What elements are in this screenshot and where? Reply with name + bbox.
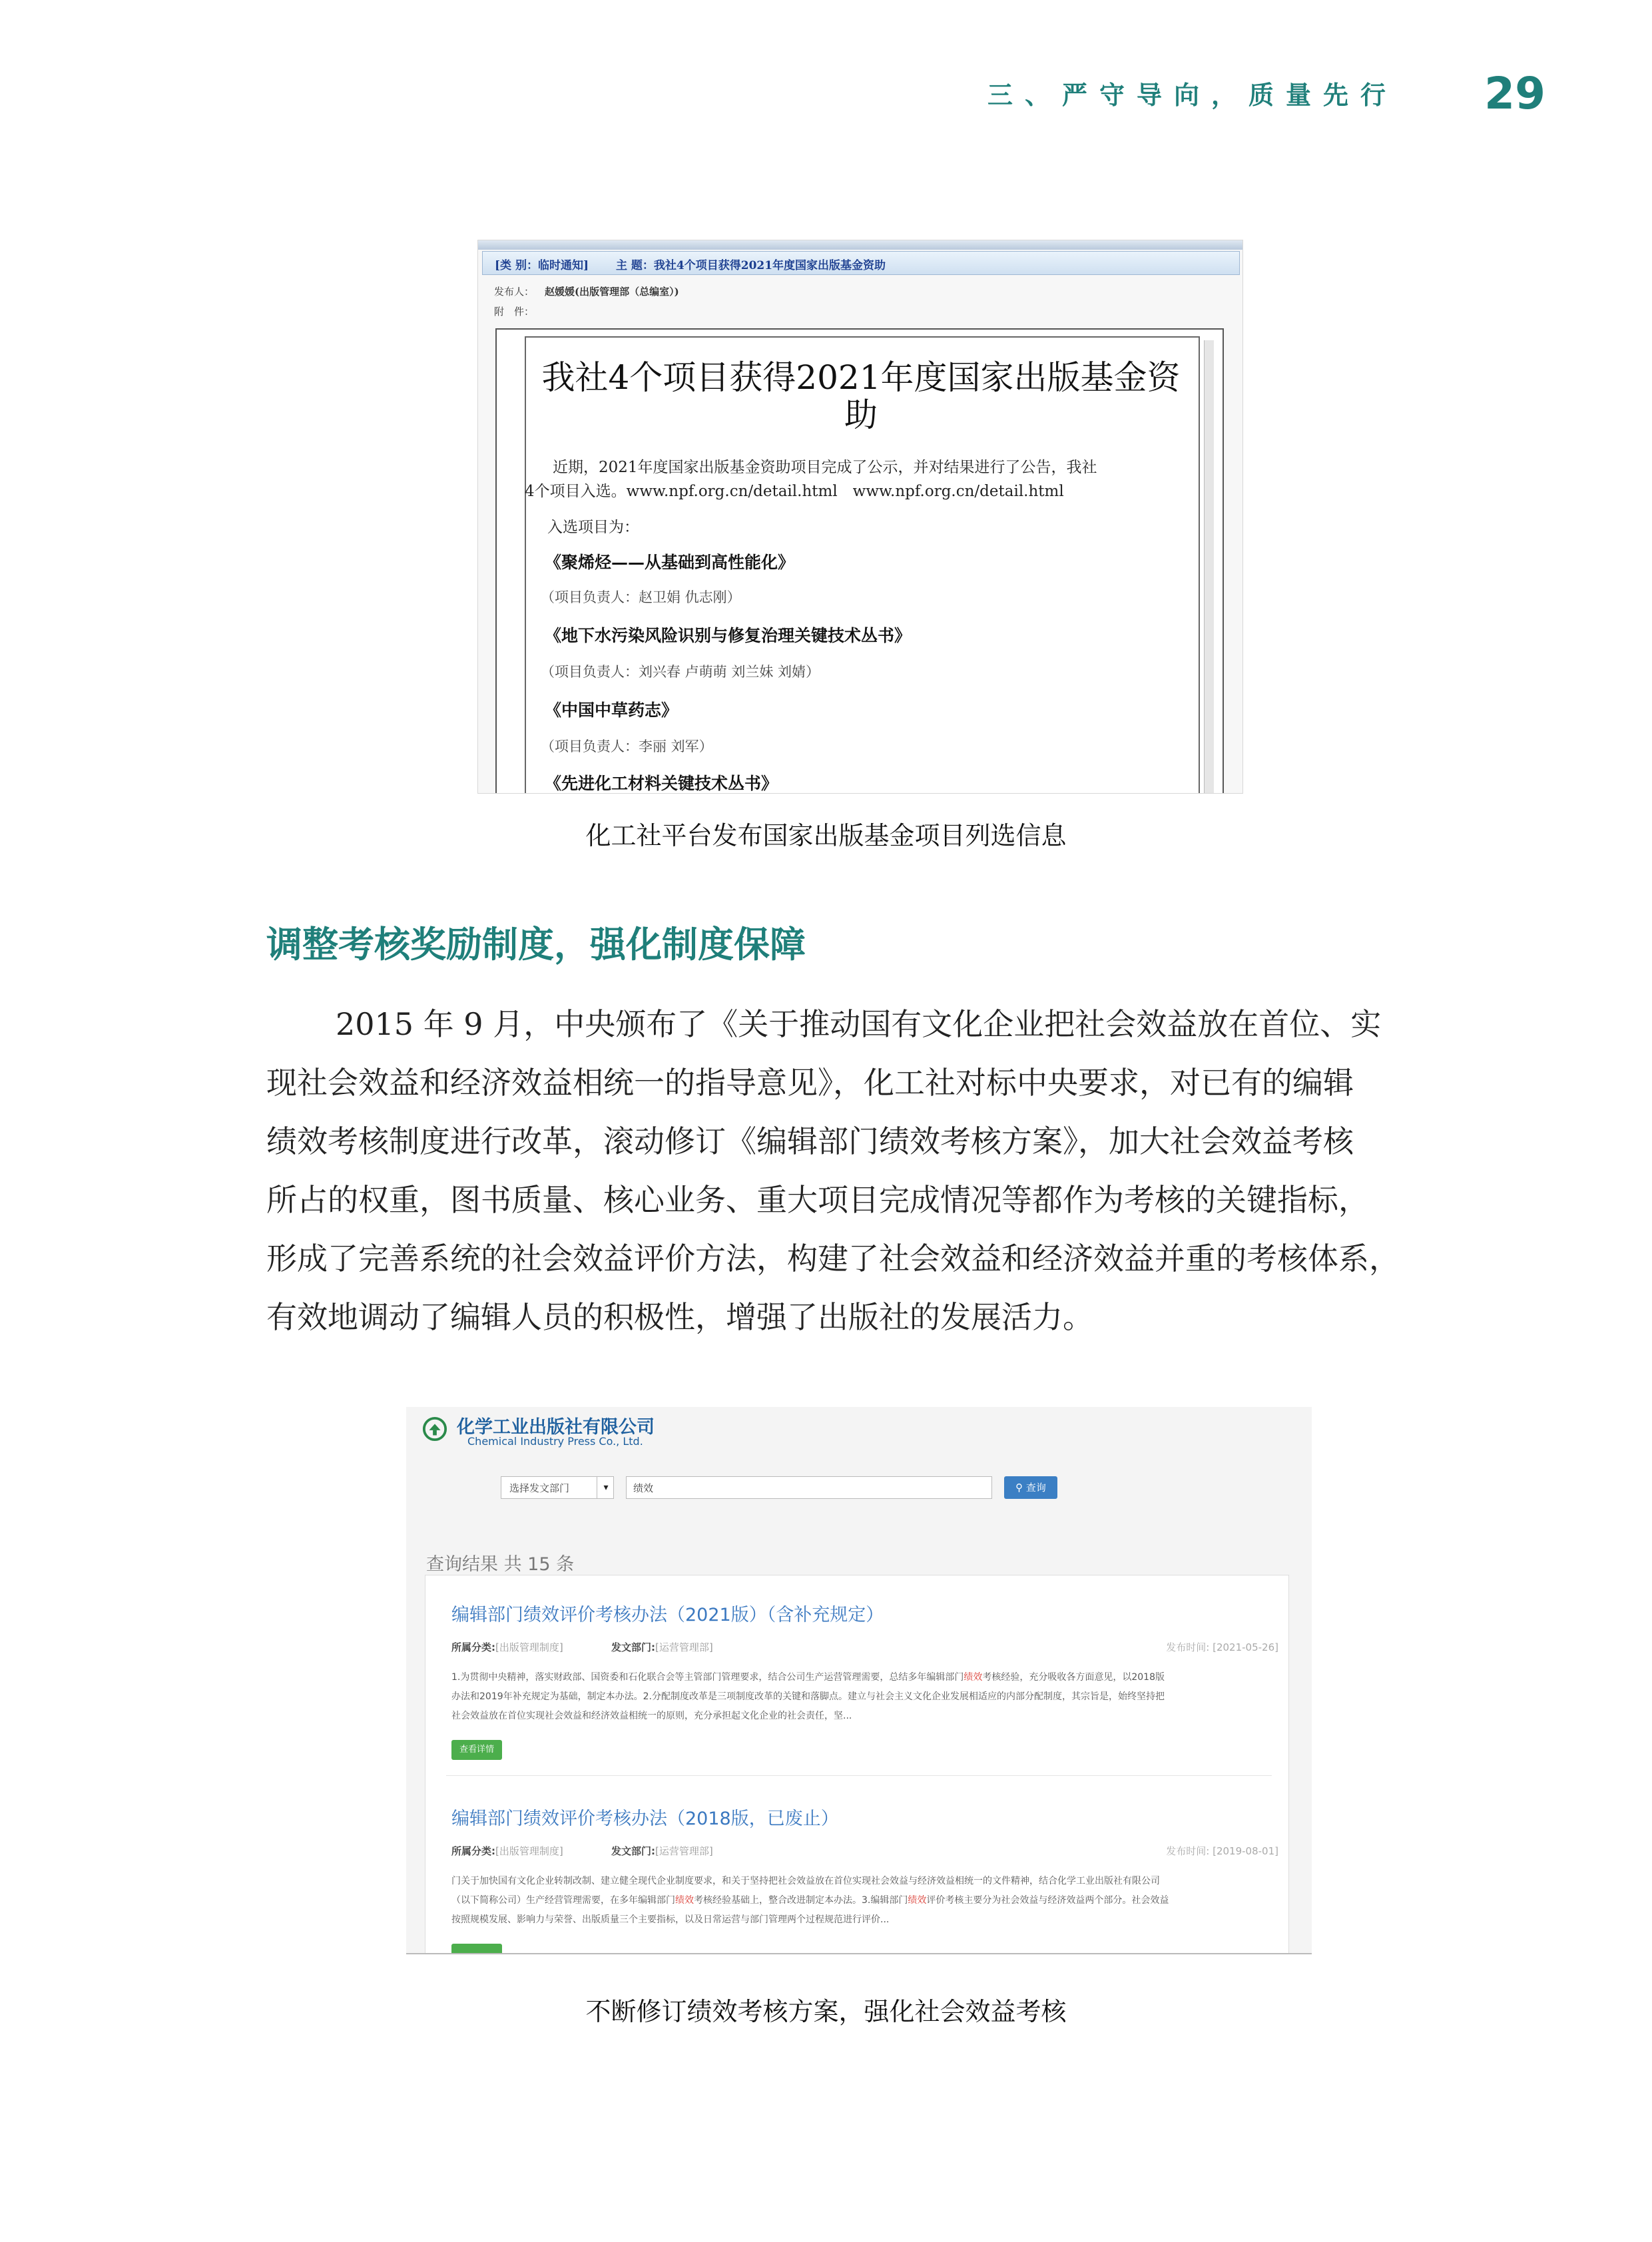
search-icon: ⚲ [1015,1482,1026,1494]
dept-value: [运营管理部] [655,1845,713,1857]
result-category [451,1844,563,1858]
project-book: 《先进化工材料关键技术丛书》 [545,774,778,793]
dept-label: 发文部门: [611,1641,655,1653]
search-screenshot [406,1407,1312,1954]
section-heading: 调整考核奖励制度，强化制度保障 [266,924,806,966]
result-count: 查询结果 共 15 条 [426,1554,575,1575]
paragraph-line: 形成了完善系统的社会效益评价方法，构建了社会效益和经济效益并重的考核体系， [266,1241,1400,1276]
project-book: 《中国中草药志》 [545,701,679,720]
project-book: 《地下水污染风险识别与修复治理关键技术丛书》 [545,626,912,645]
project-responsible: （项目负责人：刘兴春 卢萌萌 刘兰妹 刘婧） [541,664,820,680]
detail-button[interactable] [451,1944,502,1954]
subject-category: [类 别：临时通知] [495,259,589,272]
result-title[interactable]: 编辑部门绩效评价考核办法（2018版，已废止） [451,1809,839,1829]
announcement-screenshot [477,240,1243,794]
summary-text: （以下简称公司）生产经营管理需要，在多年编辑部门 [451,1895,675,1906]
dept-label: 发文部门: [611,1845,655,1857]
intro-line-2: 4个项目入选。www.npf.org.cn/detail.html www.npf.org.cn/detail.html [525,483,1064,500]
paragraph-line: 有效地调动了编辑人员的积极性，增强了出版社的发展活力。 [266,1299,1093,1335]
scrollbar[interactable] [1204,340,1214,794]
category-value: [出版管理制度] [495,1641,563,1653]
summary-text: 考核经验基础上，整合改进制定本办法。3.编辑部门 [694,1895,908,1906]
project-responsible: （项目负责人：赵卫娟 仇志刚） [541,589,741,605]
sender-value: 赵媛媛(出版管理部（总编室）) [545,286,679,298]
search-input[interactable]: 绩效 [626,1476,992,1499]
paragraph-line: 现社会效益和经济效益相统一的指导意见》，化工社对标中央要求，对已有的编辑 [266,1065,1354,1101]
subject-bar [482,251,1240,275]
result-summary-line: 按照规模发展、影响力与荣誉、出版质量三个主要指标，以及日常运营与部门管理两个过程规范进行评价... [451,1914,890,1925]
company-logo-icon [422,1416,447,1442]
dept-select[interactable]: 选择发文部门 [501,1476,614,1499]
search-button-label: 查询 [1025,1482,1046,1494]
summary-text: 评价考核主要分为社会效益与经济效益两个部分。社会效益 [926,1895,1169,1906]
dept-value: [运营管理部] [655,1641,713,1653]
summary-highlight: 绩效 [964,1672,983,1683]
result-summary-line: 办法和2019年补充规定为基础，制定本办法。2.分配制度改革是三项制度改革的关键和落脚点。建立与社会主义文化企业发展相适应的内部分配制度，其宗旨是，始终坚持把 [451,1691,1165,1702]
project-book: 《聚烯烃——从基础到高性能化》 [545,553,795,572]
sender-label: 发布人： [494,286,535,298]
result-category [451,1640,563,1654]
company-name: 化学工业出版社有限公司 [457,1417,655,1438]
caption-2: 不断修订绩效考核方案，强化社会效益考核 [585,1997,1067,2026]
result-divider [446,1775,1272,1776]
result-summary-line: 门关于加快国有文化企业转制改制、建立健全现代企业制度要求，和关于坚持把社会效益放在首位实现社会效益与经济效益相统一的文件精神，结合化学工业出版社有限公司 [451,1876,1160,1886]
page-number: 29 [1484,68,1545,119]
window-rod [478,240,1242,250]
summary-text: 1.为贯彻中央精神，落实财政部、国资委和石化联合会等主管部门管理要求，结合公司生产运营管理需要，总结多年编辑部门 [451,1672,964,1683]
result-summary-line [451,1668,1165,1687]
result-dept [611,1640,713,1654]
document-title: 我社4个项目获得2021年度国家出版基金资助 [541,358,1181,434]
detail-button[interactable]: 查看详情 [451,1740,502,1760]
result-title[interactable]: 编辑部门绩效评价考核办法（2021版）（含补充规定） [451,1605,884,1625]
summary-highlight: 绩效 [908,1895,927,1906]
intro-line-1: 近期，2021年度国家出版基金资助项目完成了公示，并对结果进行了公告，我社 [553,459,1097,476]
result-summary-line [451,1891,1169,1910]
category-value: [出版管理制度] [495,1845,563,1857]
summary-text: 考核经验，充分吸收各方面意见，以2018版 [982,1672,1165,1683]
attachment-label: 附 件： [494,306,535,318]
company-name-en: Chemical Industry Press Co., Ltd. [467,1435,643,1448]
category-label: 所属分类: [451,1641,495,1653]
result-date: 发布时间: [2021-05-26] [1166,1641,1278,1653]
chevron-down-icon[interactable]: ▾ [597,1476,615,1499]
summary-highlight: 绩效 [675,1895,694,1906]
search-button[interactable] [1004,1476,1057,1499]
result-dept [611,1844,713,1858]
subject-line: 主 题：我社4个项目获得2021年度国家出版基金资助 [616,259,886,272]
category-label: 所属分类: [451,1845,495,1857]
caption-1: 化工社平台发布国家出版基金项目列选信息 [585,821,1067,850]
paragraph-line: 绩效考核制度进行改革，滚动修订《编辑部门绩效考核方案》，加大社会效益考核 [266,1123,1354,1159]
paragraph-line: 2015 年 9 月，中央颁布了《关于推动国有文化企业把社会效益放在首位、实 [336,1006,1382,1042]
project-responsible: （项目负责人：李丽 刘军） [541,738,713,754]
selected-label: 入选项目为： [547,519,639,536]
result-summary-line: 社会效益放在首位实现社会效益和经济效益相统一的原则，充分承担起文化企业的社会责任，坚... [451,1711,852,1721]
result-date: 发布时间: [2019-08-01] [1166,1845,1278,1857]
paragraph-line: 所占的权重，图书质量、核心业务、重大项目完成情况等都作为考核的关键指标， [266,1182,1369,1218]
section-title: 三、严守导向，质量先行 [987,81,1398,110]
